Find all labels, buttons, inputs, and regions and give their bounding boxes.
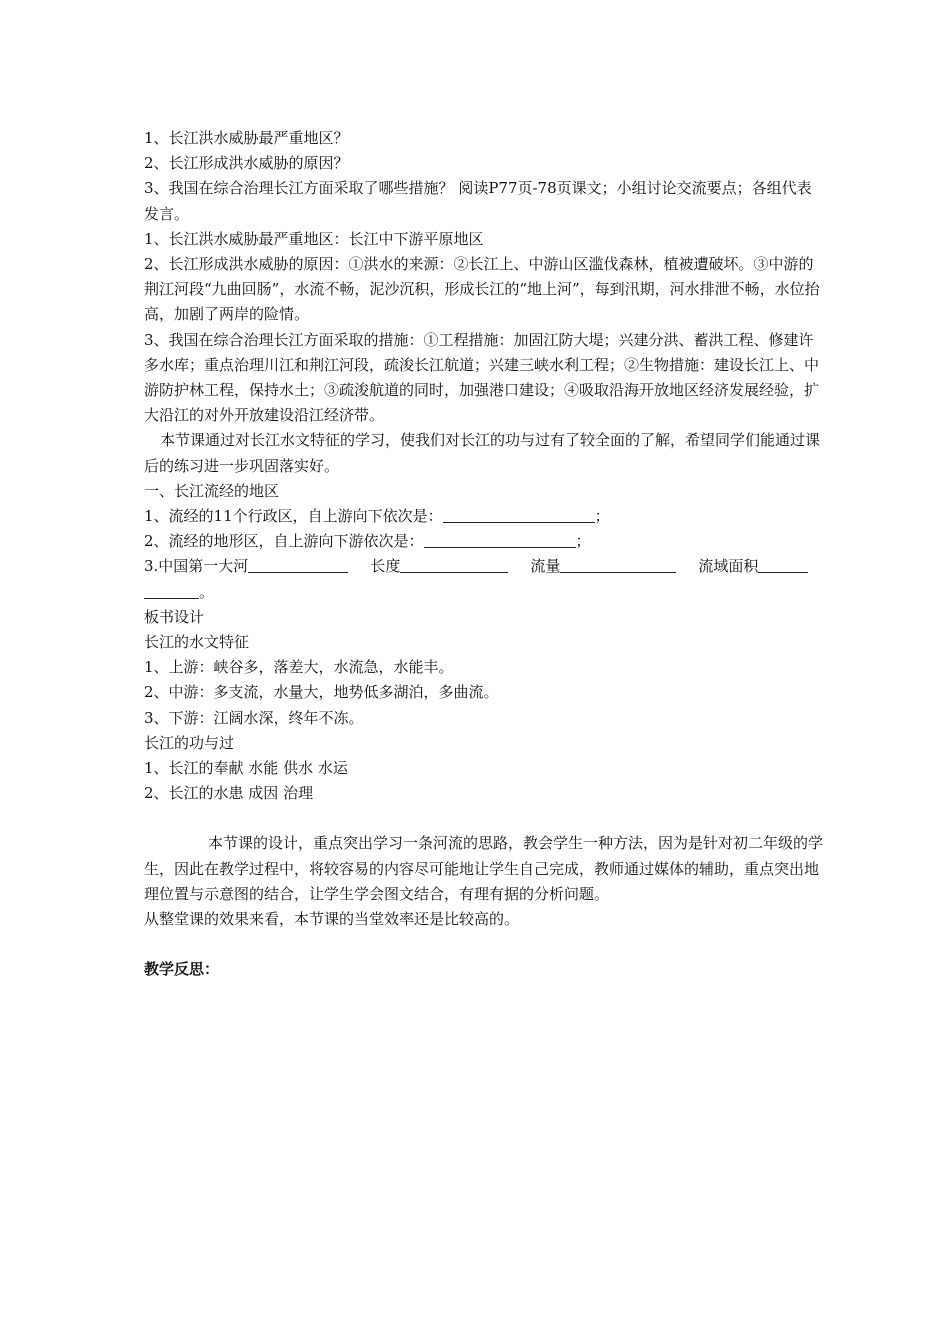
answer-1: 1、长江洪水威胁最严重地区：长江中下游平原地区 bbox=[144, 229, 484, 248]
fill-blank-length[interactable] bbox=[400, 557, 508, 573]
exercise-line-2 bbox=[144, 529, 824, 554]
board-heading: 板书设计 bbox=[144, 607, 205, 626]
exercise-heading: 一、长江流经的地区 bbox=[144, 481, 280, 500]
exercise-line-1 bbox=[144, 504, 824, 529]
board-title-merits: 长江的功与过 bbox=[144, 733, 235, 752]
exercise-line-3-length: 长度 bbox=[370, 557, 401, 576]
question-1: 1、长江洪水威胁最严重地区？ bbox=[144, 129, 349, 147]
fill-blank-river[interactable] bbox=[248, 557, 348, 573]
exercise-line-1-suffix: ； bbox=[594, 507, 610, 526]
exercise-line-3-end: 。 bbox=[199, 582, 215, 601]
design-paragraph: 本节课的设计，重点突出学习一条河流的思路，教会学生一种方法，因为是针对初二年级的学生，因此在教学过程中，将较容易的内容尽可能地让学生自己完成，教师通过媒体的辅助，重点突出地理位置与示意图的结合，让学生学会图文结合，有理有据的分析问题。 bbox=[144, 834, 824, 903]
fill-blank-basin-area[interactable] bbox=[758, 557, 808, 573]
fill-blank-provinces[interactable] bbox=[443, 507, 595, 523]
spacer bbox=[144, 806, 824, 831]
answer-3: 3、我国在综合治理长江方面采取的措施：①工程措施：加固江防大堤；兴建分洪、蓄洪工程、修建许多水库；重点治理川江和荆江河段，疏浚长江航道；兴建三峡水利工程；②生物措施：建设长江上、中游防护林工程，保持水土；③疏浚航道的同时，加强港口建设；④吸取沿海开放地区经济发展经验，扩大沿江的对外开放建设沿江经济带。 bbox=[144, 330, 820, 425]
board-item-middle: 2、中游：多支流，水量大，地势低多湖泊，多曲流。 bbox=[144, 683, 499, 702]
fill-blank-flow[interactable] bbox=[560, 557, 676, 573]
exercise-line-3-flow: 流量 bbox=[530, 557, 561, 576]
exercise-line-3-river: 3.中国第一大河 bbox=[144, 557, 249, 576]
board-title-hydrology: 长江的水文特征 bbox=[144, 633, 250, 652]
question-2: 2、长江形成洪水威胁的原因？ bbox=[144, 154, 349, 173]
board-item-contribution: 1、长江的奉献 水能 供水 水运 bbox=[144, 759, 348, 778]
spacer bbox=[144, 932, 824, 957]
question-3: 3、我国在综合治理长江方面采取了哪些措施？ 阅读P77页-78页课文；小组讨论交流要点；各组代表发言。 bbox=[144, 179, 812, 223]
reflection-heading: 教学反思： bbox=[144, 960, 220, 979]
exercise-line-1-prefix: 1、流经的11个行政区，自上游向下依次是： bbox=[144, 507, 443, 526]
fill-blank-basin-area-continued[interactable] bbox=[144, 583, 199, 599]
board-item-upper: 1、上游：峡谷多，落差大，水流急，水能丰。 bbox=[144, 658, 454, 677]
exercise-line-3 bbox=[144, 554, 824, 579]
document-page bbox=[144, 126, 824, 983]
exercise-line-2-prefix: 2、流经的地形区，自上游向下游依次是： bbox=[144, 532, 424, 551]
board-item-lower: 3、下游：江阔水深，终年不冻。 bbox=[144, 708, 364, 727]
fill-blank-landforms[interactable] bbox=[424, 532, 576, 548]
exercise-line-3-continued bbox=[144, 580, 824, 605]
exercise-line-2-suffix: ； bbox=[575, 532, 591, 551]
answer-2: 2、长江形成洪水威胁的原因：①洪水的来源：②长江上、中游山区滥伐森林，植被遭破坏。③中游的荆江河段“九曲回肠”，水流不畅，泥沙沉积，形成长江的“地上河”，每到汛期，河水排泄不畅，水位抬高，加剧了两岸的险情。 bbox=[144, 255, 820, 324]
effect-paragraph: 从整堂课的效果来看，本节课的当堂效率还是比较高的。 bbox=[144, 910, 520, 929]
exercise-line-3-basin: 流域面积 bbox=[698, 557, 759, 576]
summary-paragraph: 本节课通过对长江水文特征的学习，使我们对长江的功与过有了较全面的了解，希望同学们能通过课后的练习进一步巩固落实好。 bbox=[144, 431, 821, 475]
board-item-flood: 2、长江的水患 成因 治理 bbox=[144, 784, 314, 803]
